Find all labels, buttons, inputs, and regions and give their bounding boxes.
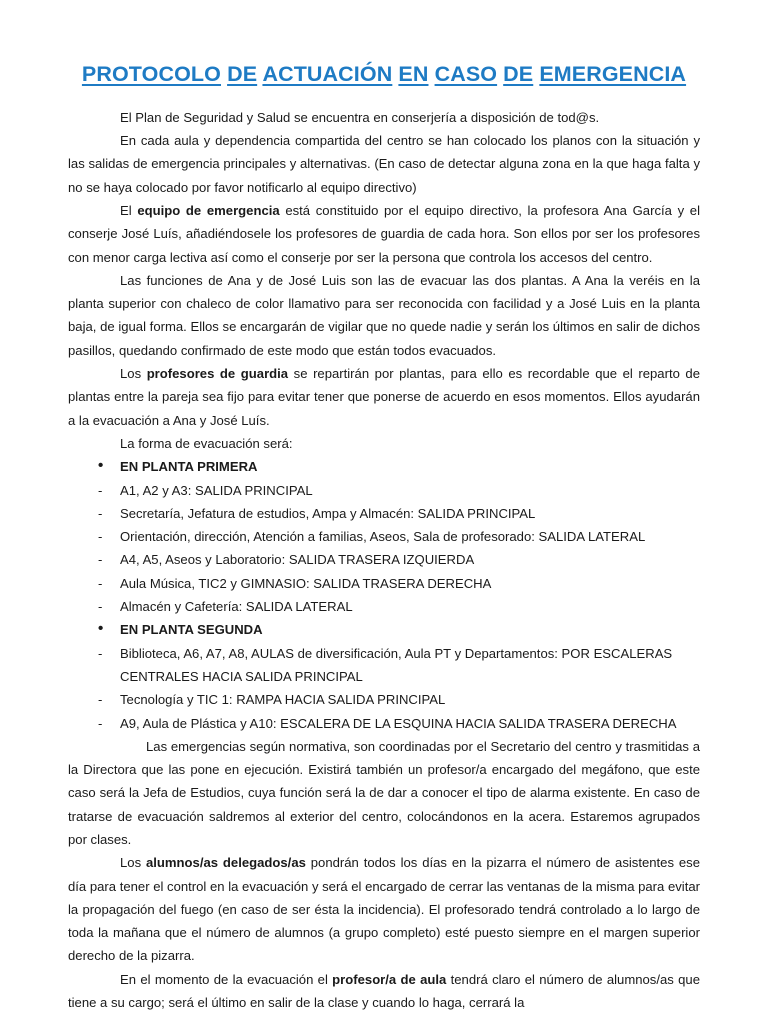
page-title-word: ACTUACIÓN bbox=[262, 62, 393, 86]
text-run-pre: Los bbox=[120, 366, 147, 382]
text-run-post: está constituido por el equipo directivo, la profesora Ana García y el conserje José Luís, añadiéndosele los profesores de guardia de cada hora. Son ellos por ser los profesores con menor carga lectiva así como el conserje por ser la persona que controla los accesos del centro. bbox=[68, 202, 701, 265]
paragraph-alumnos-delegados bbox=[68, 851, 700, 967]
page-title bbox=[68, 0, 700, 88]
dash-icon: - bbox=[98, 575, 103, 591]
text-run-pre: En el momento de la evacuación el bbox=[120, 971, 333, 987]
text-run-post: tendrá claro el número de alumnos/as que tiene a su cargo; será el último en salir de la clase y cuando lo haga, cerrará la bbox=[68, 971, 700, 1011]
dash-icon: - bbox=[98, 552, 103, 568]
dash-icon: - bbox=[98, 645, 103, 661]
list-item bbox=[68, 525, 700, 548]
list-item bbox=[68, 688, 700, 711]
page-title-word: EN bbox=[398, 62, 429, 86]
page-title-word: PROTOCOLO bbox=[81, 62, 221, 86]
page-title-word: DE bbox=[503, 62, 534, 86]
dash-icon: - bbox=[98, 482, 103, 498]
text-run-bold-alumnos-delegados: alumnos/as delegados/as bbox=[146, 855, 306, 871]
dash-icon: - bbox=[98, 529, 103, 545]
page-title-word: EMERGENCIA bbox=[539, 62, 687, 86]
text-run-bold-profesores-guardia: profesores de guardia bbox=[146, 366, 289, 382]
page-title-word: DE bbox=[227, 62, 258, 86]
bullet-icon: • bbox=[98, 620, 104, 638]
list-item-label: EN PLANTA SEGUNDA bbox=[120, 622, 263, 638]
paragraph-emergencias-normativa: Las emergencias según normativa, son coordinadas por el Secretario del centro y trasmitidas a la Directora que las pone en ejecución. Existirá también un profesor/a encargado del megáfono, que este caso será la Jefa de Estudios, cuya función será la de dar a conocer el tipo de alarma existente. En caso de tratarse de evacuación saldremos al exterior del centro, colocándonos en la acera. Estaremos agrupados por clases. bbox=[68, 738, 700, 847]
paragraph-equipo-emergencia bbox=[68, 199, 700, 269]
list-item-label: Almacén y Cafetería: SALIDA LATERAL bbox=[120, 599, 353, 615]
paragraph-forma-evacuacion: La forma de evacuación será: bbox=[120, 435, 293, 451]
evacuation-list bbox=[68, 455, 700, 735]
list-item bbox=[68, 479, 700, 502]
list-item bbox=[68, 642, 700, 689]
list-item-label: EN PLANTA PRIMERA bbox=[120, 459, 258, 475]
paragraph-planos-aulas: En cada aula y dependencia compartida del centro se han colocado los planos con la situación y las salidas de emergencia principales y alternativas. (En caso de detectar alguna zona en la que haga falta y no se haya colocado por favor notificarlo al equipo directivo) bbox=[68, 133, 700, 195]
list-item-label: Aula Música, TIC2 y GIMNASIO: SALIDA TRASERA DERECHA bbox=[120, 575, 492, 591]
text-run-pre: Los bbox=[120, 855, 146, 871]
paragraph-profesores-guardia bbox=[68, 362, 700, 432]
list-item bbox=[68, 712, 700, 735]
list-item-label: A1, A2 y A3: SALIDA PRINCIPAL bbox=[120, 482, 313, 498]
list-item bbox=[68, 572, 700, 595]
list-item-label: Tecnología y TIC 1: RAMPA HACIA SALIDA PRINCIPAL bbox=[120, 692, 446, 708]
list-item bbox=[68, 502, 700, 525]
list-item bbox=[68, 618, 700, 641]
list-item bbox=[68, 548, 700, 571]
dash-icon: - bbox=[98, 599, 103, 615]
document-body bbox=[68, 106, 700, 1014]
text-run-pre: El bbox=[120, 202, 138, 218]
list-item-label: A9, Aula de Plástica y A10: ESCALERA DE LA ESQUINA HACIA SALIDA TRASERA DERECHA bbox=[120, 715, 677, 731]
text-run-bold-equipo-emergencia: equipo de emergencia bbox=[137, 202, 280, 218]
text-run-post: pondrán todos los días en la pizarra el número de asistentes ese día para tener el control en la evacuación y será el encargado de cerrar las ventanas de la misma para evitar la propagación del fuego (en caso de ser ésta la incidencia). El profesorado tendrá controlado a lo largo de toda la mañana que el número de alumnos (a grupo completo) esté puesto siempre en el margen superior derecho de la pizarra. bbox=[68, 855, 701, 964]
paragraph-profesor-aula bbox=[68, 968, 700, 1014]
bullet-icon: • bbox=[98, 457, 104, 475]
list-item bbox=[68, 595, 700, 618]
text-run-post: se repartirán por plantas, para ello es recordable que el reparto de plantas entre la pareja sea fijo para evitar tener que ponerse de acuerdo en esos momentos. Ellos ayudarán a la evacuación a Ana y José Luís. bbox=[68, 366, 701, 428]
page-title-word: CASO bbox=[434, 62, 498, 86]
dash-icon: - bbox=[98, 715, 103, 731]
text-run-bold-profesor-aula: profesor/a de aula bbox=[332, 971, 447, 987]
list-item-label: Secretaría, Jefatura de estudios, Ampa y Almacén: SALIDA PRINCIPAL bbox=[120, 505, 536, 521]
list-item bbox=[68, 455, 700, 478]
paragraph-plan-seguridad: El Plan de Seguridad y Salud se encuentra en conserjería a disposición de tod@s. bbox=[120, 109, 600, 125]
list-item-label: Biblioteca, A6, A7, A8, AULAS de diversificación, Aula PT y Departamentos: POR ESCALERAS CENTRALES HACIA SALIDA PRINCIPAL bbox=[120, 645, 673, 684]
dash-icon: - bbox=[98, 692, 103, 708]
dash-icon: - bbox=[98, 505, 103, 521]
paragraph-funciones-ana-jose: Las funciones de Ana y de José Luis son las de evacuar las dos plantas. A Ana la veréis en la planta superior con chaleco de color llamativo para ser reconocida con facilidad y a José Luis en la planta baja, de igual forma. Ellos se encargarán de vigilar que no quede nadie y serán los últimos en salir de dichos pasillos, quedando confirmado de este modo que están todos evacuados. bbox=[68, 272, 700, 358]
list-item-label: Orientación, dirección, Atención a familias, Aseos, Sala de profesorado: SALIDA LATERAL bbox=[120, 529, 646, 545]
list-item-label: A4, A5, Aseos y Laboratorio: SALIDA TRASERA IZQUIERDA bbox=[120, 552, 475, 568]
